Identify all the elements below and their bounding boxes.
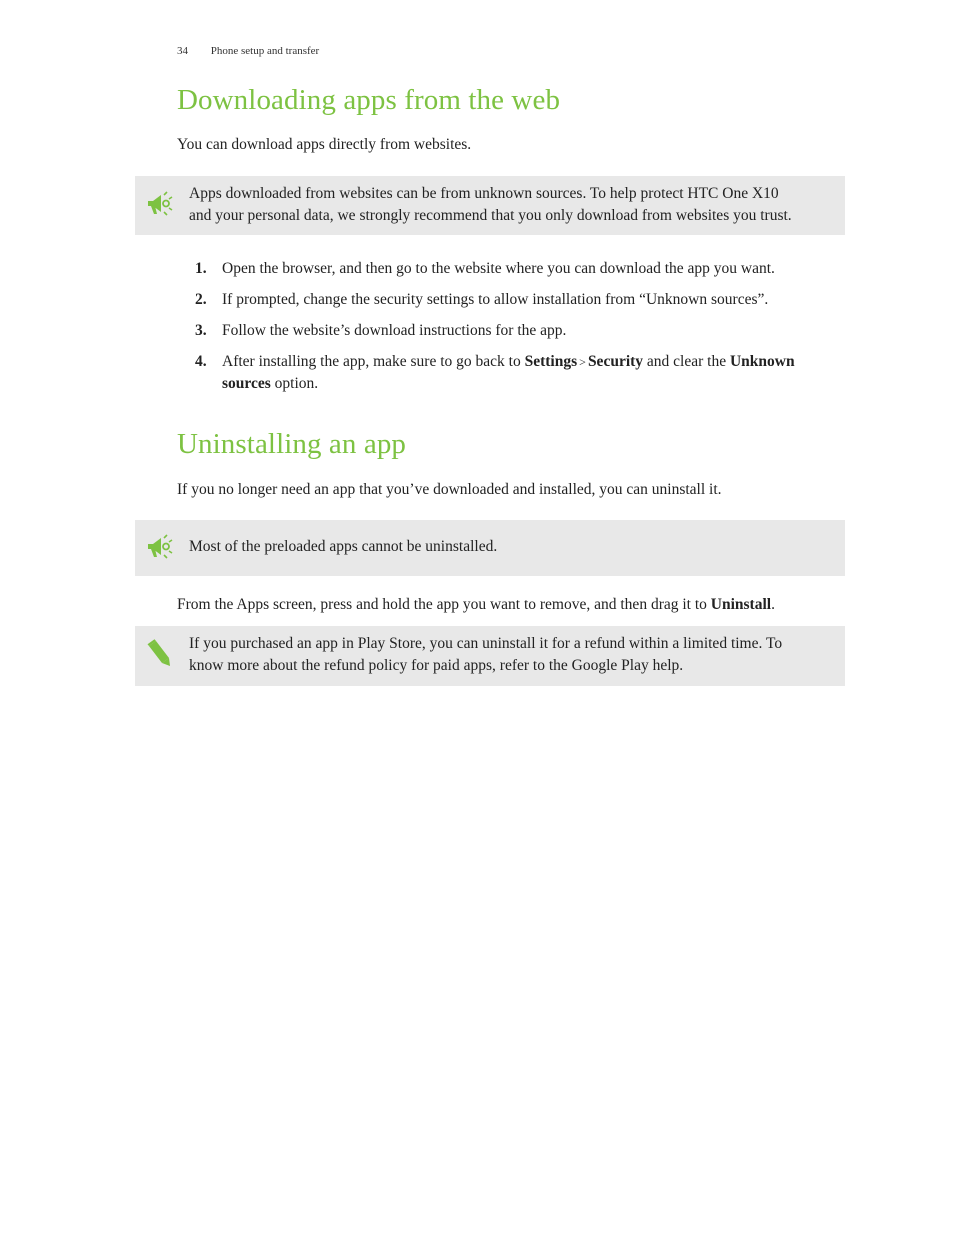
step-text <box>222 353 795 392</box>
step-text: If prompted, change the security settings to allow installation from “Unknown sources”. <box>222 291 769 308</box>
unknown-sources-warning-text <box>189 183 835 227</box>
step-number: 1. <box>195 260 207 277</box>
download-steps-list <box>177 258 837 404</box>
refund-line-1: If you purchased an app in Play Store, you can uninstall it for a refund within a limited time. To <box>189 635 783 652</box>
list-item <box>177 258 837 280</box>
megaphone-icon <box>145 533 173 565</box>
download-intro-text: You can download apps directly from websites. <box>177 136 472 153</box>
pencil-icon <box>145 638 173 672</box>
step-text: Open the browser, and then go to the website where you can download the app you want. <box>222 260 775 277</box>
security-label: Security <box>587 353 644 370</box>
uninstall-label: Uninstall <box>710 596 772 613</box>
preloaded-apps-callout <box>135 520 845 576</box>
settings-label: Settings <box>524 353 578 370</box>
refund-note-text <box>189 633 835 677</box>
instruction-part: From the Apps screen, press and hold the app you want to remove, and then drag it to <box>177 596 711 613</box>
step-number: 3. <box>195 322 207 339</box>
warning-line-1: Apps downloaded from websites can be from unknown sources. To help protect HTC One X10 <box>189 185 779 202</box>
instruction-part: . <box>771 596 775 613</box>
downloading-apps-heading: Downloading apps from the web <box>177 84 561 116</box>
step-text: Follow the website’s download instructions for the app. <box>222 322 567 339</box>
step-text-part: option. <box>270 375 319 392</box>
uninstall-intro-text: If you no longer need an app that you’ve downloaded and installed, you can uninstall it. <box>177 481 722 498</box>
list-item <box>177 320 837 342</box>
refund-note-callout <box>135 626 845 686</box>
list-item <box>177 289 837 311</box>
path-separator: > <box>579 355 586 369</box>
unknown-sources-warning-callout <box>135 176 845 235</box>
header-section-title: Phone setup and transfer <box>210 45 320 57</box>
step-number: 4. <box>195 353 207 370</box>
uninstalling-app-heading: Uninstalling an app <box>177 428 407 460</box>
preloaded-apps-text: Most of the preloaded apps cannot be uninstalled. <box>189 538 498 555</box>
unknown-sources-label: Unknown sources <box>222 353 795 392</box>
step-text-part: and clear the <box>643 353 730 370</box>
page-number: 34 <box>177 45 188 57</box>
refund-line-2: know more about the refund policy for paid apps, refer to the Google Play help. <box>189 657 684 674</box>
uninstall-instruction-text <box>177 596 775 614</box>
list-item <box>177 351 837 395</box>
megaphone-icon <box>145 190 173 222</box>
step-number: 2. <box>195 291 207 308</box>
step-text-part: After installing the app, make sure to go back to <box>222 353 525 370</box>
warning-line-2: and your personal data, we strongly recommend that you only download from websites you trust. <box>189 207 792 224</box>
page-header <box>177 45 319 57</box>
